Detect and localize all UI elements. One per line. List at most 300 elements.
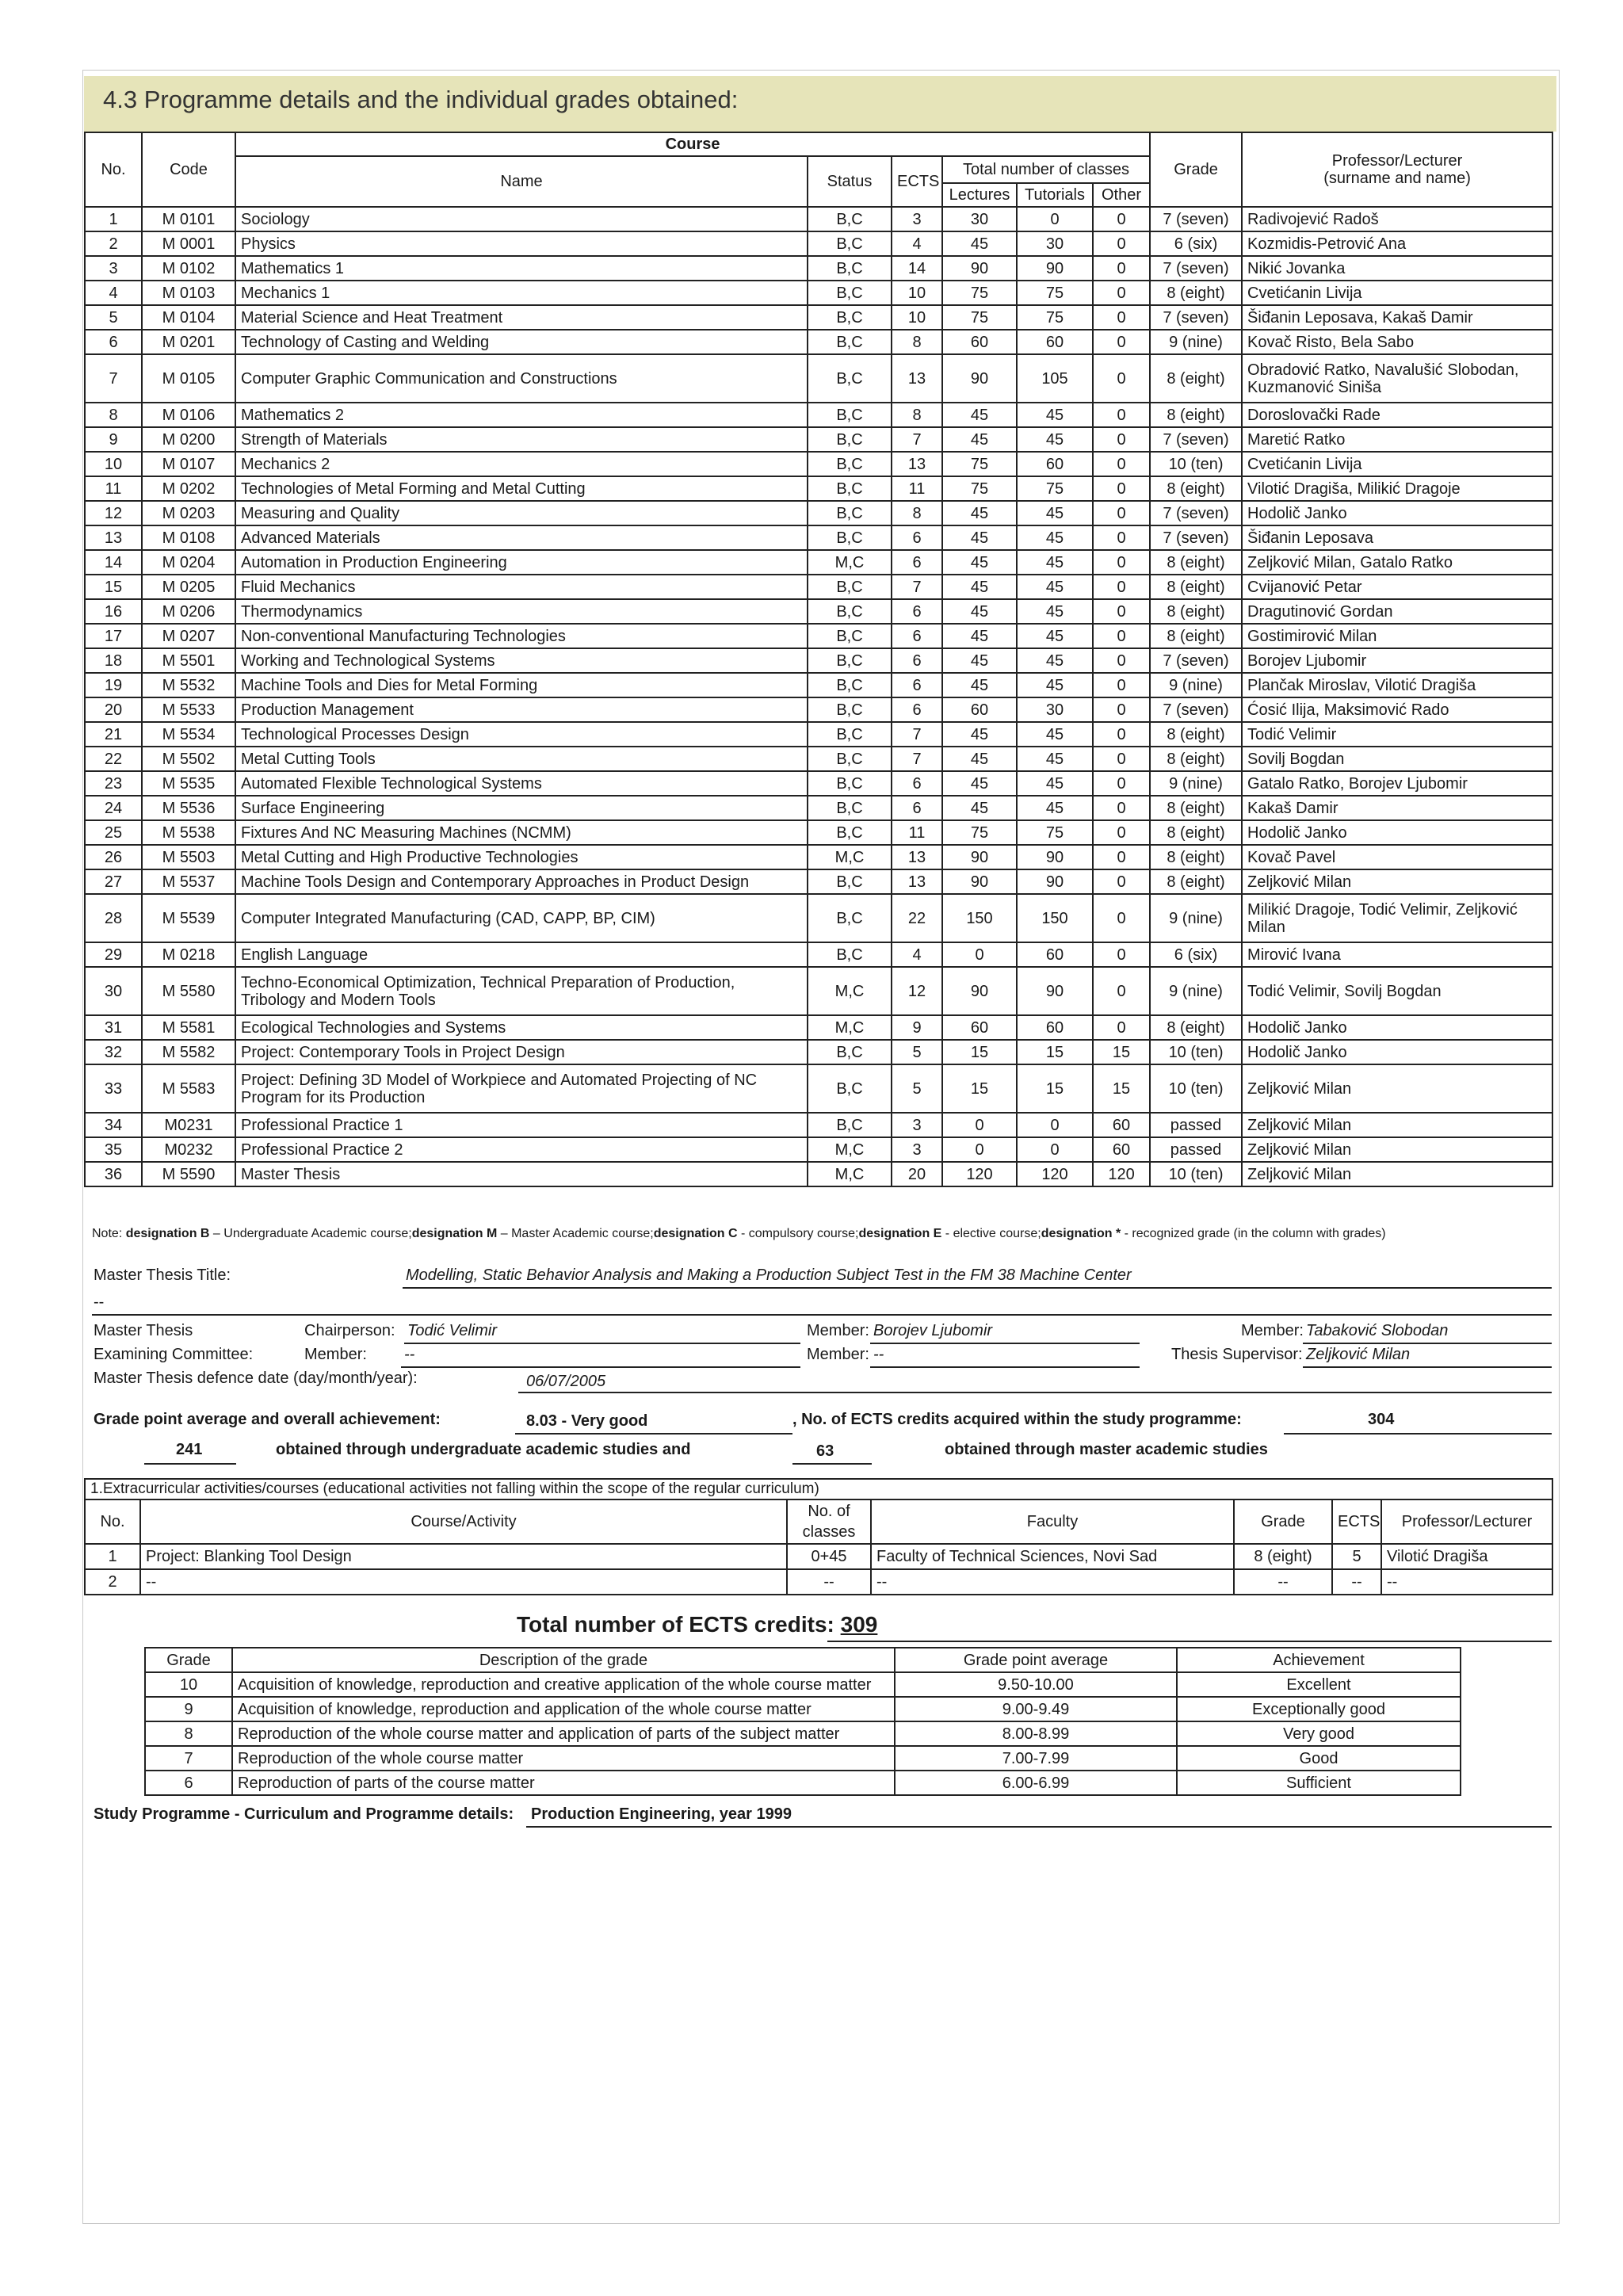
cell-grade: 8 (eight): [1150, 845, 1242, 869]
cell-tutorials: 45: [1017, 648, 1093, 673]
cell-no: 29: [85, 942, 142, 967]
cell-grade: 8 (eight): [1150, 820, 1242, 845]
cell-name: Thermodynamics: [235, 599, 808, 624]
ects-acquired-underline: [1284, 1433, 1552, 1435]
cell-professor: Zeljković Milan, Gatalo Ratko: [1242, 550, 1552, 575]
cell-grade: 8 (eight): [1150, 1015, 1242, 1040]
note-c-text: - compulsory course;: [737, 1227, 859, 1240]
extra-cell-grade: 8 (eight): [1234, 1544, 1332, 1569]
cell-professor: Cvetićanin Livija: [1242, 452, 1552, 476]
cell-tutorials: 45: [1017, 403, 1093, 427]
cell-no: 33: [85, 1064, 142, 1113]
note-m-label: designation M: [411, 1227, 498, 1240]
cell-professor: Hodolič Janko: [1242, 1015, 1552, 1040]
cell-grade: 8 (eight): [1150, 476, 1242, 501]
cell-professor: Kovač Pavel: [1242, 845, 1552, 869]
cell-ects: 8: [892, 501, 942, 525]
cell-status: B,C: [808, 330, 892, 354]
undergrad-label: obtained through undergraduate academic studies and: [276, 1441, 691, 1458]
chairperson-label: Chairperson:: [304, 1322, 395, 1339]
cell-professor: Cvetićanin Livija: [1242, 281, 1552, 305]
header-ects: ECTS: [892, 156, 942, 207]
grade-scale-cell-description: Reproduction of the whole course matter and application of parts of the subject matter: [232, 1721, 895, 1746]
extra-cell-classes: 0+45: [787, 1544, 871, 1569]
cell-grade: 9 (nine): [1150, 967, 1242, 1015]
note-star-text: - recognized grade (in the column with grades): [1121, 1227, 1386, 1240]
cell-ects: 22: [892, 894, 942, 942]
cell-status: B,C: [808, 894, 892, 942]
cell-grade: 8 (eight): [1150, 796, 1242, 820]
note-e-text: - elective course;: [941, 1227, 1041, 1240]
cell-status: M,C: [808, 967, 892, 1015]
member1-value: Borojev Ljubomir: [873, 1322, 993, 1339]
cell-status: B,C: [808, 648, 892, 673]
grade-scale-cell-grade: 9: [145, 1697, 232, 1721]
member3-underline: [1303, 1343, 1552, 1344]
cell-tutorials: 15: [1017, 1040, 1093, 1064]
cell-ects: 9: [892, 1015, 942, 1040]
cell-professor: Vilotić Dragiša, Milikić Dragoje: [1242, 476, 1552, 501]
extra-cell-course: --: [140, 1569, 787, 1595]
extra-header-row: [85, 1499, 1552, 1544]
cell-professor: Zeljković Milan: [1242, 869, 1552, 894]
cell-code: M 0201: [142, 330, 235, 354]
cell-professor: Kakaš Damir: [1242, 796, 1552, 820]
cell-name: Mathematics 2: [235, 403, 808, 427]
cell-ects: 7: [892, 575, 942, 599]
committee-label-1: Master Thesis: [94, 1322, 193, 1339]
cell-no: 12: [85, 501, 142, 525]
cell-code: M 0203: [142, 501, 235, 525]
cell-other: 0: [1093, 845, 1150, 869]
cell-lectures: 45: [942, 550, 1017, 575]
extra-cell-prof: Vilotić Dragiša: [1381, 1544, 1552, 1569]
table-row: [85, 1064, 1552, 1113]
cell-ects: 6: [892, 525, 942, 550]
cell-grade: 7 (seven): [1150, 207, 1242, 231]
cell-lectures: 30: [942, 207, 1017, 231]
cell-ects: 13: [892, 354, 942, 403]
cell-status: B,C: [808, 599, 892, 624]
cell-tutorials: 60: [1017, 452, 1093, 476]
cell-name: Fixtures And NC Measuring Machines (NCMM): [235, 820, 808, 845]
table-row: [85, 673, 1552, 697]
cell-professor: Šiđanin Leposava, Kakaš Damir: [1242, 305, 1552, 330]
grade-scale-header-achievement: Achievement: [1177, 1648, 1461, 1672]
table-row: [85, 281, 1552, 305]
cell-professor: Mirović Ivana: [1242, 942, 1552, 967]
cell-code: M 5532: [142, 673, 235, 697]
cell-ects: 11: [892, 476, 942, 501]
cell-no: 25: [85, 820, 142, 845]
cell-grade: 6 (six): [1150, 942, 1242, 967]
extra-cell-no: 1: [85, 1544, 140, 1569]
cell-ects: 8: [892, 330, 942, 354]
cell-name: Automated Flexible Technological Systems: [235, 771, 808, 796]
cell-tutorials: 45: [1017, 673, 1093, 697]
cell-no: 10: [85, 452, 142, 476]
cell-status: B,C: [808, 697, 892, 722]
grade-scale-cell-achievement: Excellent: [1177, 1672, 1461, 1697]
cell-status: B,C: [808, 281, 892, 305]
cell-code: M 0102: [142, 256, 235, 281]
cell-status: B,C: [808, 820, 892, 845]
cell-code: M 5503: [142, 845, 235, 869]
cell-name: Mechanics 2: [235, 452, 808, 476]
cell-status: B,C: [808, 452, 892, 476]
cell-no: 1: [85, 207, 142, 231]
cell-no: 17: [85, 624, 142, 648]
extra-header-faculty: Faculty: [871, 1499, 1234, 1544]
note-b-label: designation B: [125, 1227, 210, 1240]
cell-code: M 0218: [142, 942, 235, 967]
extra-cell-faculty: Faculty of Technical Sciences, Novi Sad: [871, 1544, 1234, 1569]
cell-code: M 5533: [142, 697, 235, 722]
cell-name: Technologies of Metal Forming and Metal Cutting: [235, 476, 808, 501]
cell-tutorials: 0: [1017, 1113, 1093, 1137]
ects-acquired-label: , No. of ECTS credits acquired within the study programme:: [792, 1411, 1242, 1428]
cell-status: B,C: [808, 403, 892, 427]
defence-label: Master Thesis defence date (day/month/year):: [94, 1370, 418, 1387]
cell-lectures: 45: [942, 771, 1017, 796]
cell-grade: 10 (ten): [1150, 452, 1242, 476]
cell-code: M 5539: [142, 894, 235, 942]
cell-tutorials: 75: [1017, 476, 1093, 501]
member4-value: --: [873, 1346, 884, 1363]
cell-professor: Plančak Miroslav, Vilotić Dragiša: [1242, 673, 1552, 697]
grade-scale-cell-achievement: Sufficient: [1177, 1771, 1461, 1795]
cell-lectures: 90: [942, 845, 1017, 869]
header-no: No.: [85, 132, 142, 207]
cell-professor: Šiđanin Leposava: [1242, 525, 1552, 550]
cell-code: M 5582: [142, 1040, 235, 1064]
table-row: [85, 624, 1552, 648]
table-row: [85, 525, 1552, 550]
header-status: Status: [808, 156, 892, 207]
cell-lectures: 45: [942, 673, 1017, 697]
cell-professor: Hodolič Janko: [1242, 1040, 1552, 1064]
cell-code: M 0104: [142, 305, 235, 330]
cell-other: 0: [1093, 550, 1150, 575]
grade-scale-cell-grade: 8: [145, 1721, 232, 1746]
cell-other: 0: [1093, 820, 1150, 845]
cell-grade: 8 (eight): [1150, 869, 1242, 894]
cell-professor: Obradović Ratko, Navalušić Slobodan, Kuzmanović Siniša: [1242, 354, 1552, 403]
cell-no: 23: [85, 771, 142, 796]
cell-other: 0: [1093, 796, 1150, 820]
total-credits-rule: [827, 1641, 1552, 1642]
cell-professor: Zeljković Milan: [1242, 1064, 1552, 1113]
header-professor-sub: (surname and name): [1323, 170, 1471, 187]
table-row: [85, 501, 1552, 525]
cell-no: 28: [85, 894, 142, 942]
table-row: [85, 820, 1552, 845]
table-row: [85, 330, 1552, 354]
cell-ects: 6: [892, 771, 942, 796]
cell-code: M 0202: [142, 476, 235, 501]
extra-header-classes: No. of classes: [787, 1499, 871, 1544]
cell-name: Computer Integrated Manufacturing (CAD, CAPP, BP, CIM): [235, 894, 808, 942]
cell-code: M0231: [142, 1113, 235, 1137]
cell-lectures: 75: [942, 452, 1017, 476]
cell-tutorials: 120: [1017, 1162, 1093, 1186]
grade-scale-cell-gpa: 9.50-10.00: [895, 1672, 1177, 1697]
cell-grade: 8 (eight): [1150, 281, 1242, 305]
member-label-4: Member:: [807, 1346, 869, 1363]
cell-status: B,C: [808, 1113, 892, 1137]
cell-tutorials: 90: [1017, 967, 1093, 1015]
table-row: [85, 845, 1552, 869]
cell-other: 0: [1093, 1015, 1150, 1040]
grade-scale-header-row: [145, 1648, 1461, 1672]
cell-status: B,C: [808, 796, 892, 820]
cell-name: Techno-Economical Optimization, Technical Preparation of Production, Tribology and Modern Tools: [235, 967, 808, 1015]
cell-grade: 10 (ten): [1150, 1162, 1242, 1186]
cell-code: M 0107: [142, 452, 235, 476]
cell-lectures: 60: [942, 1015, 1017, 1040]
note-m-text: – Master Academic course;: [497, 1227, 654, 1240]
cell-code: M 5537: [142, 869, 235, 894]
cell-name: Professional Practice 2: [235, 1137, 808, 1162]
cell-tutorials: 0: [1017, 207, 1093, 231]
cell-name: Advanced Materials: [235, 525, 808, 550]
cell-code: M 0108: [142, 525, 235, 550]
total-credits: [517, 1612, 877, 1637]
supervisor-underline: [1303, 1366, 1552, 1368]
cell-grade: 7 (seven): [1150, 501, 1242, 525]
grade-scale-row: [145, 1746, 1461, 1771]
cell-lectures: 75: [942, 305, 1017, 330]
cell-name: Strength of Materials: [235, 427, 808, 452]
cell-lectures: 45: [942, 501, 1017, 525]
cell-no: 32: [85, 1040, 142, 1064]
cell-status: B,C: [808, 427, 892, 452]
grade-scale-cell-description: Acquisition of knowledge, reproduction and application of the whole course matter: [232, 1697, 895, 1721]
cell-ects: 7: [892, 427, 942, 452]
cell-grade: 10 (ten): [1150, 1040, 1242, 1064]
extra-cell-prof: --: [1381, 1569, 1552, 1595]
cell-tutorials: 45: [1017, 747, 1093, 771]
table-row: [85, 648, 1552, 673]
courses-body: [85, 207, 1552, 1186]
cell-ects: 8: [892, 403, 942, 427]
cell-other: 0: [1093, 747, 1150, 771]
extra-title: 1.Extracurricular activities/courses (educational activities not falling within the scope of the regular curriculum): [85, 1479, 1552, 1499]
study-programme-label: Study Programme - Curriculum and Programme details:: [94, 1805, 514, 1823]
cell-other: 0: [1093, 256, 1150, 281]
cell-name: Machine Tools and Dies for Metal Forming: [235, 673, 808, 697]
cell-name: Material Science and Heat Treatment: [235, 305, 808, 330]
extra-cell-course: Project: Blanking Tool Design: [140, 1544, 787, 1569]
cell-name: Sociology: [235, 207, 808, 231]
cell-ects: 14: [892, 256, 942, 281]
cell-lectures: 60: [942, 697, 1017, 722]
cell-ects: 6: [892, 648, 942, 673]
cell-status: B,C: [808, 1040, 892, 1064]
table-row: [85, 869, 1552, 894]
cell-ects: 4: [892, 942, 942, 967]
member-label-2: Member:: [304, 1346, 367, 1363]
study-programme-underline: [526, 1826, 1552, 1828]
cell-status: B,C: [808, 869, 892, 894]
cell-other: 0: [1093, 501, 1150, 525]
cell-no: 2: [85, 231, 142, 256]
cell-other: 0: [1093, 525, 1150, 550]
extra-row: [85, 1544, 1552, 1569]
section-title: 4.3 Programme details and the individual grades obtained:: [103, 86, 739, 113]
cell-code: M 5581: [142, 1015, 235, 1040]
cell-other: 0: [1093, 722, 1150, 747]
cell-other: 0: [1093, 648, 1150, 673]
cell-status: B,C: [808, 525, 892, 550]
cell-grade: 9 (nine): [1150, 894, 1242, 942]
cell-professor: Zeljković Milan: [1242, 1137, 1552, 1162]
extra-cell-ects: --: [1332, 1569, 1381, 1595]
cell-status: B,C: [808, 747, 892, 771]
table-row: [85, 476, 1552, 501]
cell-code: M 5501: [142, 648, 235, 673]
cell-grade: 8 (eight): [1150, 624, 1242, 648]
extra-title-row: [85, 1479, 1552, 1499]
cell-status: B,C: [808, 305, 892, 330]
supervisor-value: Zeljković Milan: [1306, 1346, 1411, 1363]
cell-ects: 6: [892, 550, 942, 575]
table-row: [85, 771, 1552, 796]
cell-other: 0: [1093, 894, 1150, 942]
cell-grade: 6 (six): [1150, 231, 1242, 256]
cell-name: Production Management: [235, 697, 808, 722]
cell-code: M 0205: [142, 575, 235, 599]
cell-other: 120: [1093, 1162, 1150, 1186]
cell-professor: Kozmidis-Petrović Ana: [1242, 231, 1552, 256]
cell-ects: 10: [892, 281, 942, 305]
cell-professor: Cvijanović Petar: [1242, 575, 1552, 599]
grade-scale-cell-gpa: 9.00-9.49: [895, 1697, 1177, 1721]
table-row: [85, 796, 1552, 820]
cell-lectures: 150: [942, 894, 1017, 942]
cell-lectures: 45: [942, 525, 1017, 550]
cell-status: M,C: [808, 1162, 892, 1186]
cell-status: B,C: [808, 354, 892, 403]
cell-other: 0: [1093, 330, 1150, 354]
cell-lectures: 45: [942, 796, 1017, 820]
cell-name: Project: Defining 3D Model of Workpiece and Automated Projecting of NC Program for its Production: [235, 1064, 808, 1113]
cell-tutorials: 15: [1017, 1064, 1093, 1113]
cell-other: 0: [1093, 599, 1150, 624]
cell-name: Metal Cutting and High Productive Technologies: [235, 845, 808, 869]
cell-status: B,C: [808, 501, 892, 525]
master-underline: [792, 1463, 872, 1465]
ects-acquired-value: 304: [1368, 1411, 1395, 1428]
cell-lectures: 45: [942, 624, 1017, 648]
cell-no: 36: [85, 1162, 142, 1186]
cell-professor: Borojev Ljubomir: [1242, 648, 1552, 673]
cell-ects: 10: [892, 305, 942, 330]
cell-tutorials: 0: [1017, 1137, 1093, 1162]
cell-status: B,C: [808, 722, 892, 747]
grade-scale-header-description: Description of the grade: [232, 1648, 895, 1672]
cell-status: M,C: [808, 550, 892, 575]
cell-name: Master Thesis: [235, 1162, 808, 1186]
cell-name: Fluid Mechanics: [235, 575, 808, 599]
cell-code: M 5534: [142, 722, 235, 747]
cell-lectures: 120: [942, 1162, 1017, 1186]
cell-professor: Hodolič Janko: [1242, 820, 1552, 845]
cell-tutorials: 75: [1017, 281, 1093, 305]
cell-other: 0: [1093, 354, 1150, 403]
extra-row: [85, 1569, 1552, 1595]
cell-tutorials: 45: [1017, 427, 1093, 452]
cell-other: 60: [1093, 1137, 1150, 1162]
defence-value: 06/07/2005: [526, 1373, 606, 1390]
cell-lectures: 90: [942, 354, 1017, 403]
grade-scale-cell-gpa: 7.00-7.99: [895, 1746, 1177, 1771]
cell-name: Mechanics 1: [235, 281, 808, 305]
cell-tutorials: 90: [1017, 845, 1093, 869]
cell-other: 0: [1093, 452, 1150, 476]
member-label-3: Member:: [1241, 1322, 1304, 1339]
cell-tutorials: 30: [1017, 231, 1093, 256]
cell-grade: 8 (eight): [1150, 550, 1242, 575]
cell-lectures: 45: [942, 403, 1017, 427]
cell-code: M 5590: [142, 1162, 235, 1186]
cell-no: 35: [85, 1137, 142, 1162]
cell-no: 13: [85, 525, 142, 550]
cell-professor: Kovač Risto, Bela Sabo: [1242, 330, 1552, 354]
table-row: [85, 256, 1552, 281]
cell-no: 31: [85, 1015, 142, 1040]
cell-tutorials: 45: [1017, 624, 1093, 648]
cell-tutorials: 45: [1017, 501, 1093, 525]
cell-tutorials: 45: [1017, 722, 1093, 747]
cell-lectures: 75: [942, 820, 1017, 845]
cell-lectures: 15: [942, 1064, 1017, 1113]
table-row: [85, 354, 1552, 403]
table-row: [85, 1137, 1552, 1162]
member2-underline: [401, 1366, 800, 1368]
cell-lectures: 0: [942, 942, 1017, 967]
master-label: obtained through master academic studies: [945, 1441, 1268, 1458]
cell-code: M 0106: [142, 403, 235, 427]
cell-code: M 0206: [142, 599, 235, 624]
cell-code: M 0105: [142, 354, 235, 403]
cell-name: English Language: [235, 942, 808, 967]
cell-grade: 8 (eight): [1150, 354, 1242, 403]
cell-tutorials: 45: [1017, 599, 1093, 624]
member2-value: --: [404, 1346, 415, 1363]
cell-ects: 5: [892, 1040, 942, 1064]
cell-name: Computer Graphic Communication and Constructions: [235, 354, 808, 403]
header-professor-title: Professor/Lecturer: [1331, 152, 1463, 170]
cell-grade: 9 (nine): [1150, 330, 1242, 354]
cell-no: 20: [85, 697, 142, 722]
cell-professor: Maretić Ratko: [1242, 427, 1552, 452]
cell-other: 0: [1093, 476, 1150, 501]
cell-ects: 3: [892, 1137, 942, 1162]
cell-code: M 5538: [142, 820, 235, 845]
table-row: [85, 1040, 1552, 1064]
grade-scale-cell-achievement: Exceptionally good: [1177, 1697, 1461, 1721]
header-other: Other: [1093, 183, 1150, 207]
grade-scale-row: [145, 1697, 1461, 1721]
cell-code: M 0207: [142, 624, 235, 648]
extra-cell-classes: --: [787, 1569, 871, 1595]
cell-no: 4: [85, 281, 142, 305]
cell-code: M 5580: [142, 967, 235, 1015]
cell-other: 60: [1093, 1113, 1150, 1137]
cell-status: M,C: [808, 1015, 892, 1040]
cell-other: 0: [1093, 427, 1150, 452]
